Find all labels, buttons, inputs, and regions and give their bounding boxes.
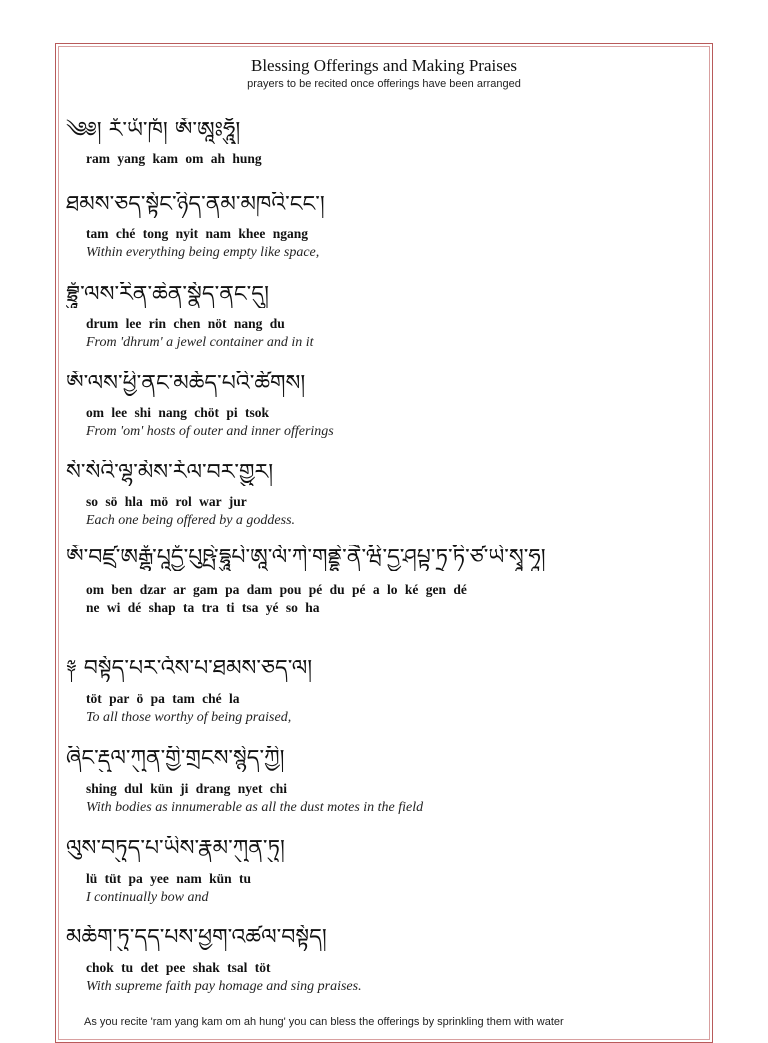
verse-8 [66, 746, 706, 817]
phonetic-line-2: ne wi dé shap ta tra ti tsa yé so ha [86, 600, 320, 615]
phonetic-line: ram yang kam om ah hung [86, 151, 262, 166]
phonetic-line: chok tu det pee shak tsal töt [86, 960, 271, 975]
verse-5 [66, 460, 706, 530]
translation-line: Each one being offered by a goddess. [86, 513, 296, 528]
verse-3 [66, 282, 706, 352]
page-title: Blessing Offerings and Making Praises [251, 56, 517, 75]
tibetan-line: མཆོག་ཏུ་དད་པས་ཕྱག་འཚལ་བསྟོད། [66, 925, 327, 950]
verse-4 [66, 371, 706, 441]
tibetan-line: སོ་སོའི་ལྷ་མོས་རོལ་བར་གྱུར། [66, 460, 274, 485]
verse-2 [66, 192, 706, 262]
translation-line: From 'dhrum' a jewel container and in it [86, 335, 314, 350]
verse-7 [66, 656, 706, 727]
phonetic-line: lü tüt pa yee nam kün tu [86, 871, 252, 886]
phonetic-line: shing dul kün ji drang nyet chi [86, 781, 288, 796]
phonetic-line: om ben dzar ar gam pa dam pou pé du pé a lo ké gen dé [86, 582, 467, 597]
tibetan-line: ཨོཾ་ལས་ཕྱི་ནང་མཆོད་པའི་ཚོགས། [66, 371, 306, 396]
translation-line: I continually bow and [86, 890, 209, 905]
tibetan-line: ལུས་བཏུད་པ་ཡིས་རྣམ་ཀུན་ཏུ། [66, 836, 285, 861]
translation-line: From 'om' hosts of outer and inner offerings [86, 424, 334, 439]
verse-9 [66, 836, 706, 907]
footnote: As you recite 'ram yang kam om ah hung' you can bless the offerings by sprinkling them with water [84, 1016, 564, 1028]
verse-10 [66, 925, 706, 996]
verse-6-mantra [66, 545, 706, 617]
translation-line: With supreme faith pay homage and sing praises. [86, 979, 362, 994]
tibetan-line: ༈ བསྟོད་པར་འོས་པ་ཐམས་ཅད་ལ། [66, 656, 313, 681]
phonetic-line: so sö hla mö rol war jur [86, 494, 247, 509]
tibetan-line: ཨོཾ་བཛྲ་ཨརྒྷཾ་པཱདྱཾ་པུཥྤེ་དྷཱུཔེ་ཨཱ་ལོ་ཀེ་གནྡྷེ་ནཻ་ཝི་དྱ་ཤཔྟ་ཏྲ་ཏི་ཙ་ཡེ་སྭཱ་ཧཱ། [66, 545, 546, 570]
phonetic-line: tam ché tong nyit nam khee ngang [86, 226, 309, 241]
tibetan-line: ༄༅། རཾ་ཡཾ་ཁཾ། ཨོཾ་ཨཱཿཧཱུྃ། [66, 118, 241, 143]
translation-line: To all those worthy of being praised, [86, 710, 292, 725]
translation-line: With bodies as innumerable as all the dust motes in the field [86, 800, 424, 815]
tibetan-line: ཐམས་ཅད་སྟོང་ཉིད་ནམ་མཁའི་ངང་། [66, 192, 325, 217]
tibetan-line: ཞིང་རྡུལ་ཀུན་གྱི་གྲངས་སྙེད་ཀྱི། [66, 746, 285, 771]
verse-1 [66, 118, 706, 168]
phonetic-line: drum lee rin chen nöt nang du [86, 316, 285, 331]
translation-line: Within everything being empty like space, [86, 245, 320, 260]
phonetic-line: om lee shi nang chöt pi tsok [86, 405, 270, 420]
page-subtitle: prayers to be recited once offerings have been arranged [247, 78, 521, 90]
phonetic-line: töt par ö pa tam ché la [86, 691, 240, 706]
tibetan-line: བྷྲཱུཾ་ལས་རིན་ཆེན་སྣོད་ནང་དུ། [66, 282, 270, 307]
